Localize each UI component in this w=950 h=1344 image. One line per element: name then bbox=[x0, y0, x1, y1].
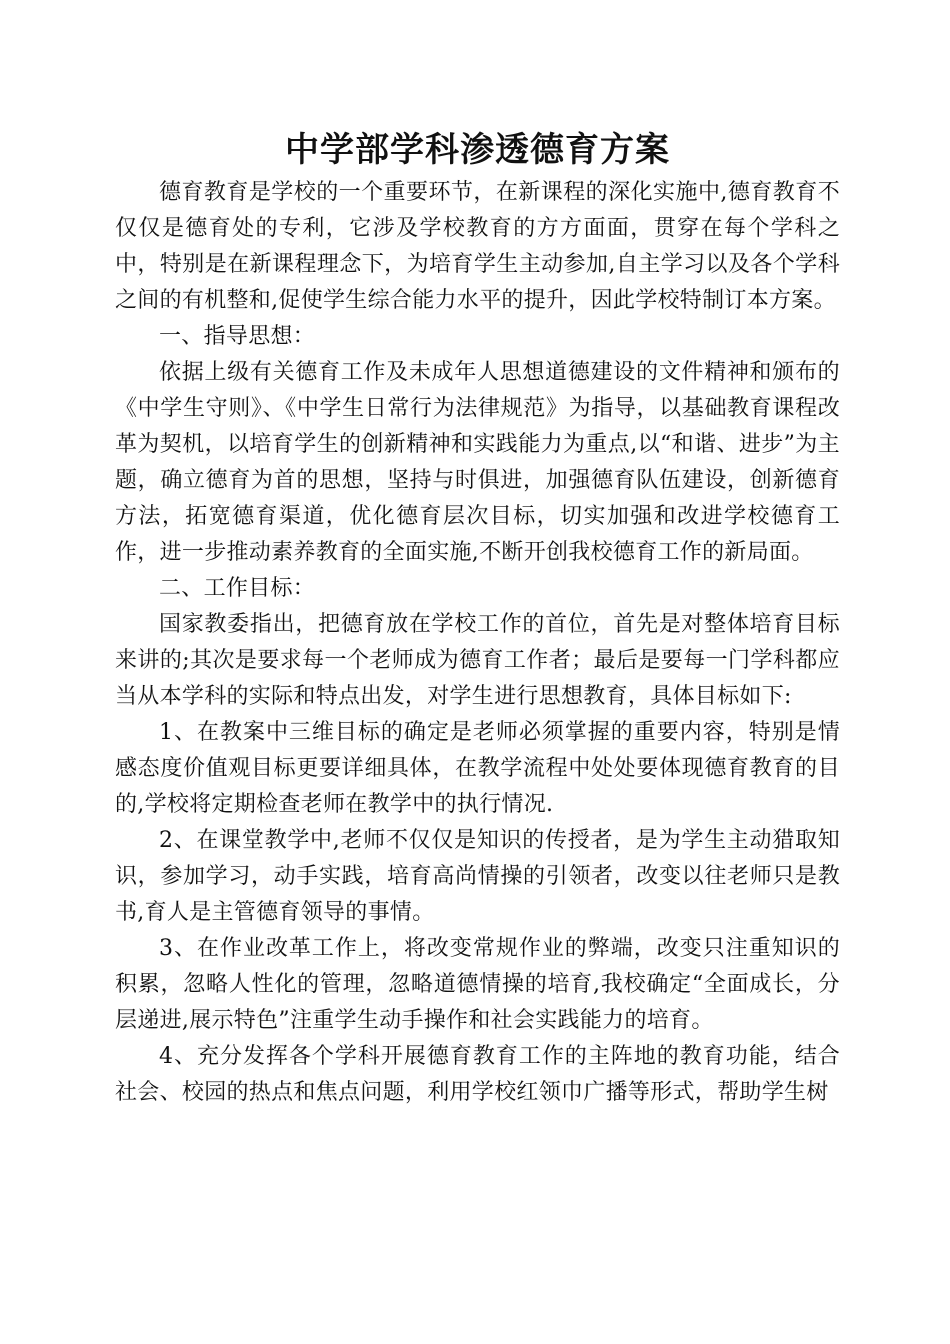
document-page bbox=[115, 125, 840, 1111]
guiding-ideology-paragraph: 依据上级有关德育工作及未成年人思想道德建设的文件精神和颁布的《中学生守则》、《中学生日常行为法律规范》为指导，以基础教育课程改革为契机，以培育学生的创新精神和实践能力为重点,以“和谐、进步”为主题，确立德育为首的思想，坚持与时俱进，加强德育队伍建设，创新德育方法，拓宽德育渠道，优化德育层次目标，切实加强和改进学校德育工作，进一步推动素养教育的全面实施,不断开创我校德育工作的新局面。 bbox=[115, 360, 840, 565]
goal-item-4: 4、充分发挥各个学科开展德育教育工作的主阵地的教育功能，结合社会、校园的热点和焦点问题，利用学校红领巾广播等形式，帮助学生树 bbox=[115, 1044, 840, 1105]
section-heading-work-goals: 二、工作目标： bbox=[159, 576, 316, 601]
section-heading-guiding-ideology: 一、指导思想： bbox=[159, 324, 316, 349]
goal-item-2: 2、在课堂教学中,老师不仅仅是知识的传授者，是为学生主动猎取知识，参加学习，动手实践，培育高尚情操的引领者，改变以往老师只是教书,育人是主管德育领导的事情。 bbox=[115, 828, 840, 925]
document-title: 中学部学科渗透德育方案 bbox=[285, 130, 670, 170]
work-goals-paragraph: 国家教委指出，把德育放在学校工作的首位，首先是对整体培育目标来讲的;其次是要求每一个老师成为德育工作者；最后是要每一门学科都应当从本学科的实际和特点出发，对学生进行思想教育，具体目标如下: bbox=[115, 612, 840, 709]
intro-paragraph: 德育教育是学校的一个重要环节，在新课程的深化实施中,德育教育不仅仅是德育处的专利，它涉及学校教育的方方面面，贯穿在每个学科之中，特别是在新课程理念下，为培育学生主动参加,自主学习以及各个学科之间的有机整和,促使学生综合能力水平的提升，因此学校特制订本方案。 bbox=[115, 180, 840, 313]
goal-item-3: 3、在作业改革工作上，将改变常规作业的弊端，改变只注重知识的积累，忽略人性化的管理，忽略道德情操的培育,我校确定“全面成长，分层递进,展示特色”注重学生动手操作和社会实践能力的培育。 bbox=[115, 936, 840, 1033]
goal-item-1: 1、在教案中三维目标的确定是老师必须掌握的重要内容，特别是情感态度价值观目标更要详细具体，在教学流程中处处要体现德育教育的目的,学校将定期检查老师在教学中的执行情况. bbox=[115, 720, 840, 817]
